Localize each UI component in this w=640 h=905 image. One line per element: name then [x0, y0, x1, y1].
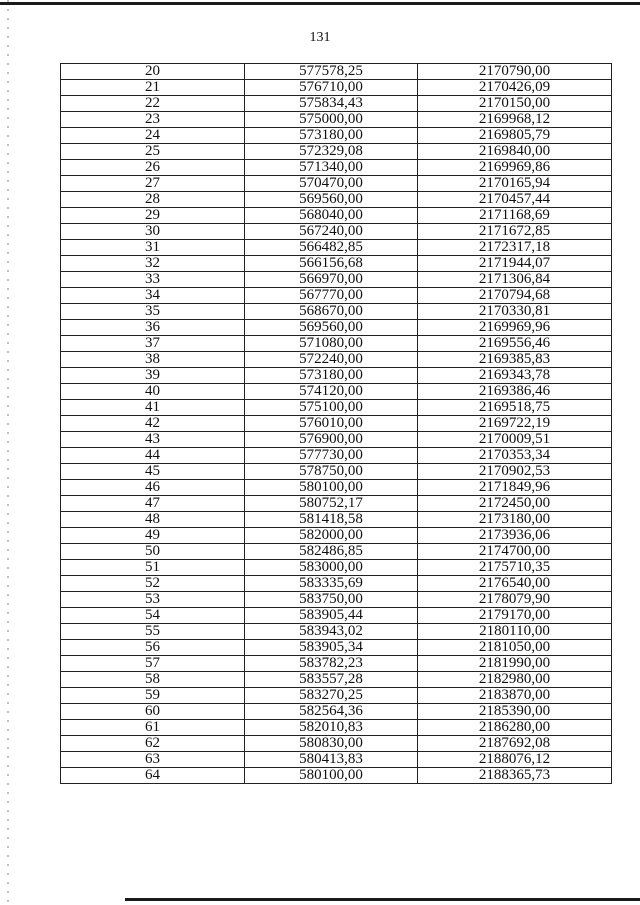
- y-coordinate-cell: 2172450,00: [418, 496, 612, 512]
- point-number-cell: 43: [61, 432, 245, 448]
- point-number-cell: 64: [61, 768, 245, 784]
- point-number-cell: 62: [61, 736, 245, 752]
- table-row: [61, 64, 612, 80]
- y-coordinate-cell: 2169343,78: [418, 368, 612, 384]
- y-coordinate-cell: 2170009,51: [418, 432, 612, 448]
- coordinates-table: [60, 63, 612, 784]
- table-row: [61, 176, 612, 192]
- point-number-cell: 40: [61, 384, 245, 400]
- x-coordinate-cell: 569560,00: [245, 320, 418, 336]
- y-coordinate-cell: 2171672,85: [418, 224, 612, 240]
- y-coordinate-cell: 2170150,00: [418, 96, 612, 112]
- top-scan-border: [0, 2, 640, 5]
- y-coordinate-cell: 2170794,68: [418, 288, 612, 304]
- point-number-cell: 30: [61, 224, 245, 240]
- table-row: [61, 128, 612, 144]
- y-coordinate-cell: 2170165,94: [418, 176, 612, 192]
- table-row: [61, 592, 612, 608]
- point-number-cell: 51: [61, 560, 245, 576]
- point-number-cell: 61: [61, 720, 245, 736]
- x-coordinate-cell: 570470,00: [245, 176, 418, 192]
- x-coordinate-cell: 582486,85: [245, 544, 418, 560]
- point-number-cell: 22: [61, 96, 245, 112]
- x-coordinate-cell: 576900,00: [245, 432, 418, 448]
- x-coordinate-cell: 583905,34: [245, 640, 418, 656]
- table-row: [61, 496, 612, 512]
- table-row: [61, 416, 612, 432]
- x-coordinate-cell: 583905,44: [245, 608, 418, 624]
- x-coordinate-cell: 566970,00: [245, 272, 418, 288]
- table-row: [61, 400, 612, 416]
- y-coordinate-cell: 2169556,46: [418, 336, 612, 352]
- point-number-cell: 28: [61, 192, 245, 208]
- point-number-cell: 50: [61, 544, 245, 560]
- table-row: [61, 288, 612, 304]
- point-number-cell: 23: [61, 112, 245, 128]
- y-coordinate-cell: 2169518,75: [418, 400, 612, 416]
- table-row: [61, 560, 612, 576]
- y-coordinate-cell: 2173180,00: [418, 512, 612, 528]
- y-coordinate-cell: 2175710,35: [418, 560, 612, 576]
- table-row: [61, 624, 612, 640]
- x-coordinate-cell: 576710,00: [245, 80, 418, 96]
- y-coordinate-cell: 2170457,44: [418, 192, 612, 208]
- x-coordinate-cell: 572329,08: [245, 144, 418, 160]
- point-number-cell: 31: [61, 240, 245, 256]
- x-coordinate-cell: 582010,83: [245, 720, 418, 736]
- x-coordinate-cell: 583335,69: [245, 576, 418, 592]
- table-row: [61, 336, 612, 352]
- y-coordinate-cell: 2185390,00: [418, 704, 612, 720]
- bottom-scan-border: [125, 898, 640, 901]
- x-coordinate-cell: 581418,58: [245, 512, 418, 528]
- table-row: [61, 736, 612, 752]
- y-coordinate-cell: 2169840,00: [418, 144, 612, 160]
- table-row: [61, 384, 612, 400]
- x-coordinate-cell: 569560,00: [245, 192, 418, 208]
- point-number-cell: 48: [61, 512, 245, 528]
- point-number-cell: 63: [61, 752, 245, 768]
- table-row: [61, 432, 612, 448]
- y-coordinate-cell: 2171168,69: [418, 208, 612, 224]
- table-row: [61, 80, 612, 96]
- y-coordinate-cell: 2170790,00: [418, 64, 612, 80]
- point-number-cell: 39: [61, 368, 245, 384]
- x-coordinate-cell: 580830,00: [245, 736, 418, 752]
- y-coordinate-cell: 2171944,07: [418, 256, 612, 272]
- y-coordinate-cell: 2188365,73: [418, 768, 612, 784]
- point-number-cell: 59: [61, 688, 245, 704]
- table-row: [61, 256, 612, 272]
- point-number-cell: 44: [61, 448, 245, 464]
- x-coordinate-cell: 568040,00: [245, 208, 418, 224]
- x-coordinate-cell: 568670,00: [245, 304, 418, 320]
- table-row: [61, 656, 612, 672]
- table-row: [61, 480, 612, 496]
- table-row: [61, 672, 612, 688]
- x-coordinate-cell: 575834,43: [245, 96, 418, 112]
- y-coordinate-cell: 2180110,00: [418, 624, 612, 640]
- y-coordinate-cell: 2171306,84: [418, 272, 612, 288]
- table-row: [61, 752, 612, 768]
- table-row: [61, 352, 612, 368]
- x-coordinate-cell: 577730,00: [245, 448, 418, 464]
- x-coordinate-cell: 582564,36: [245, 704, 418, 720]
- x-coordinate-cell: 572240,00: [245, 352, 418, 368]
- x-coordinate-cell: 580752,17: [245, 496, 418, 512]
- point-number-cell: 36: [61, 320, 245, 336]
- table-row: [61, 688, 612, 704]
- page-number: 131: [309, 30, 331, 45]
- x-coordinate-cell: 571080,00: [245, 336, 418, 352]
- point-number-cell: 45: [61, 464, 245, 480]
- y-coordinate-cell: 2173936,06: [418, 528, 612, 544]
- table-row: [61, 112, 612, 128]
- point-number-cell: 57: [61, 656, 245, 672]
- point-number-cell: 26: [61, 160, 245, 176]
- point-number-cell: 20: [61, 64, 245, 80]
- table-row: [61, 96, 612, 112]
- table-row: [61, 304, 612, 320]
- point-number-cell: 55: [61, 624, 245, 640]
- table-row: [61, 768, 612, 784]
- point-number-cell: 56: [61, 640, 245, 656]
- point-number-cell: 24: [61, 128, 245, 144]
- coordinates-table-body: [61, 64, 612, 784]
- y-coordinate-cell: 2186280,00: [418, 720, 612, 736]
- table-row: [61, 240, 612, 256]
- x-coordinate-cell: 566482,85: [245, 240, 418, 256]
- point-number-cell: 35: [61, 304, 245, 320]
- x-coordinate-cell: 571340,00: [245, 160, 418, 176]
- table-row: [61, 528, 612, 544]
- y-coordinate-cell: 2188076,12: [418, 752, 612, 768]
- point-number-cell: 60: [61, 704, 245, 720]
- table-row: [61, 208, 612, 224]
- y-coordinate-cell: 2170426,09: [418, 80, 612, 96]
- point-number-cell: 34: [61, 288, 245, 304]
- x-coordinate-cell: 578750,00: [245, 464, 418, 480]
- point-number-cell: 29: [61, 208, 245, 224]
- x-coordinate-cell: 580413,83: [245, 752, 418, 768]
- x-coordinate-cell: 582000,00: [245, 528, 418, 544]
- x-coordinate-cell: 583270,25: [245, 688, 418, 704]
- x-coordinate-cell: 566156,68: [245, 256, 418, 272]
- table-row: [61, 160, 612, 176]
- point-number-cell: 49: [61, 528, 245, 544]
- y-coordinate-cell: 2172317,18: [418, 240, 612, 256]
- x-coordinate-cell: 575100,00: [245, 400, 418, 416]
- table-row: [61, 640, 612, 656]
- x-coordinate-cell: 583750,00: [245, 592, 418, 608]
- y-coordinate-cell: 2169722,19: [418, 416, 612, 432]
- point-number-cell: 52: [61, 576, 245, 592]
- x-coordinate-cell: 567240,00: [245, 224, 418, 240]
- y-coordinate-cell: 2169805,79: [418, 128, 612, 144]
- table-row: [61, 720, 612, 736]
- point-number-cell: 58: [61, 672, 245, 688]
- x-coordinate-cell: 573180,00: [245, 368, 418, 384]
- point-number-cell: 33: [61, 272, 245, 288]
- table-row: [61, 272, 612, 288]
- y-coordinate-cell: 2169969,96: [418, 320, 612, 336]
- table-row: [61, 368, 612, 384]
- x-coordinate-cell: 577578,25: [245, 64, 418, 80]
- y-coordinate-cell: 2179170,00: [418, 608, 612, 624]
- x-coordinate-cell: 583782,23: [245, 656, 418, 672]
- point-number-cell: 21: [61, 80, 245, 96]
- table-row: [61, 576, 612, 592]
- y-coordinate-cell: 2169968,12: [418, 112, 612, 128]
- point-number-cell: 38: [61, 352, 245, 368]
- left-scan-marks: [7, 0, 9, 905]
- point-number-cell: 41: [61, 400, 245, 416]
- x-coordinate-cell: 583000,00: [245, 560, 418, 576]
- table-row: [61, 448, 612, 464]
- point-number-cell: 46: [61, 480, 245, 496]
- x-coordinate-cell: 567770,00: [245, 288, 418, 304]
- y-coordinate-cell: 2169969,86: [418, 160, 612, 176]
- point-number-cell: 32: [61, 256, 245, 272]
- y-coordinate-cell: 2174700,00: [418, 544, 612, 560]
- x-coordinate-cell: 575000,00: [245, 112, 418, 128]
- x-coordinate-cell: 583557,28: [245, 672, 418, 688]
- table-row: [61, 608, 612, 624]
- table-row: [61, 320, 612, 336]
- point-number-cell: 37: [61, 336, 245, 352]
- y-coordinate-cell: 2176540,00: [418, 576, 612, 592]
- y-coordinate-cell: 2183870,00: [418, 688, 612, 704]
- x-coordinate-cell: 573180,00: [245, 128, 418, 144]
- y-coordinate-cell: 2170353,34: [418, 448, 612, 464]
- table-row: [61, 224, 612, 240]
- y-coordinate-cell: 2181050,00: [418, 640, 612, 656]
- point-number-cell: 27: [61, 176, 245, 192]
- table-row: [61, 464, 612, 480]
- y-coordinate-cell: 2178079,90: [418, 592, 612, 608]
- y-coordinate-cell: 2169385,83: [418, 352, 612, 368]
- x-coordinate-cell: 580100,00: [245, 768, 418, 784]
- x-coordinate-cell: 574120,00: [245, 384, 418, 400]
- point-number-cell: 42: [61, 416, 245, 432]
- y-coordinate-cell: 2170902,53: [418, 464, 612, 480]
- point-number-cell: 47: [61, 496, 245, 512]
- point-number-cell: 25: [61, 144, 245, 160]
- y-coordinate-cell: 2182980,00: [418, 672, 612, 688]
- point-number-cell: 54: [61, 608, 245, 624]
- point-number-cell: 53: [61, 592, 245, 608]
- y-coordinate-cell: 2187692,08: [418, 736, 612, 752]
- y-coordinate-cell: 2181990,00: [418, 656, 612, 672]
- table-row: [61, 192, 612, 208]
- x-coordinate-cell: 583943,02: [245, 624, 418, 640]
- x-coordinate-cell: 580100,00: [245, 480, 418, 496]
- table-row: [61, 544, 612, 560]
- x-coordinate-cell: 576010,00: [245, 416, 418, 432]
- y-coordinate-cell: 2170330,81: [418, 304, 612, 320]
- table-row: [61, 144, 612, 160]
- y-coordinate-cell: 2171849,96: [418, 480, 612, 496]
- table-row: [61, 704, 612, 720]
- table-row: [61, 512, 612, 528]
- y-coordinate-cell: 2169386,46: [418, 384, 612, 400]
